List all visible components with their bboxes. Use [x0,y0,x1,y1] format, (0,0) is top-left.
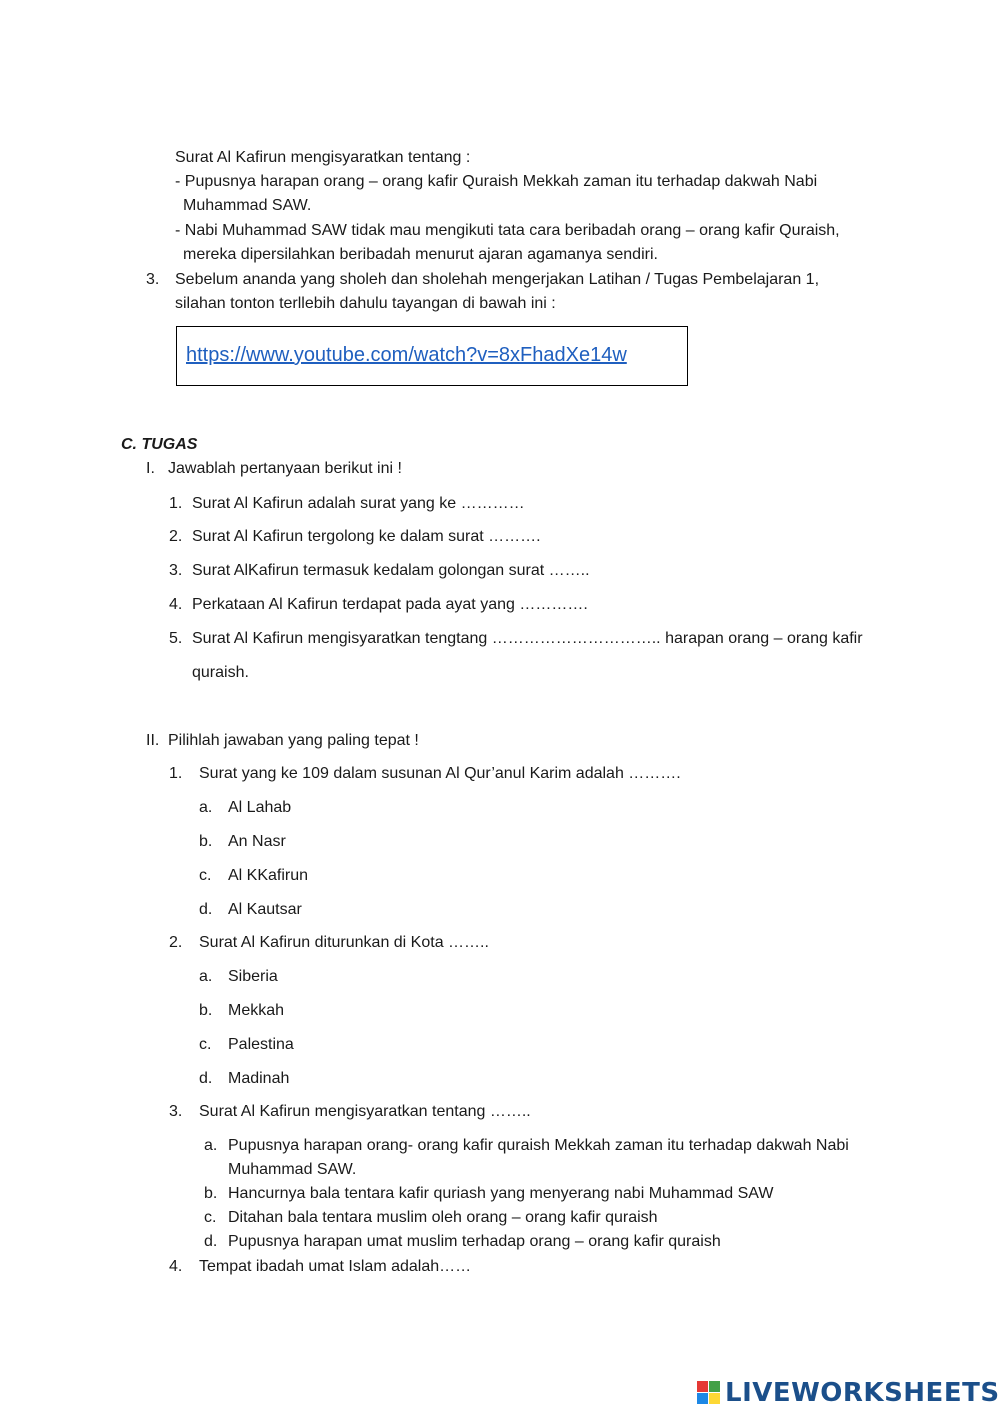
intro-line: Muhammad SAW. [183,197,312,214]
video-link-box [176,326,688,386]
option-text[interactable]: Madinah [228,1070,290,1087]
option-text[interactable]: Siberia [228,968,278,985]
option-text[interactable]: Palestina [228,1036,294,1053]
question-text: Surat yang ke 109 dalam susunan Al Qur’anul Karim adalah ………. [199,765,681,782]
question-number: 4. [169,1258,183,1275]
part-title: Pilihlah jawaban yang paling tepat ! [168,732,419,749]
option-text[interactable]: Al KKafirun [228,867,309,884]
option-text[interactable]: Pupusnya harapan orang- orang kafir quraish Mekkah zaman itu terhadap dakwah Nabi [228,1137,849,1154]
intro-line: - Nabi Muhammad SAW tidak mau mengikuti tata cara beribadah orang – orang kafir Quraish, [175,222,840,239]
question-text: Perkataan Al Kafirun terdapat pada ayat yang …………. [192,596,588,613]
option-letter: c. [199,1036,212,1053]
option-letter: a. [199,799,213,816]
option-text[interactable]: Al Lahab [228,799,292,816]
part-number: II. [146,732,160,749]
intro-line: Surat Al Kafirun mengisyaratkan tentang : [175,149,471,166]
part-title: Jawablah pertanyaan berikut ini ! [168,460,402,477]
question-number: 3. [169,562,183,579]
option-letter: a. [204,1137,218,1154]
question-number: 4. [169,596,183,613]
logo-text: LIVEWORKSHEETS [725,1378,1000,1408]
question-text: Surat Al Kafirun mengisyaratkan tentang …….. [199,1103,531,1120]
question-text: Surat Al Kafirun tergolong ke dalam surat ………. [192,528,541,545]
option-text[interactable]: Ditahan bala tentara muslim oleh orang – orang kafir quraish [228,1209,658,1226]
option-letter: b. [199,1002,213,1019]
option-letter: d. [204,1233,218,1250]
question-number: 2. [169,934,183,951]
item-text: silahan tonton terllebih dahulu tayangan di bawah ini : [175,295,556,312]
question-number: 1. [169,765,183,782]
option-letter: c. [199,867,212,884]
question-text: Surat Al Kafirun adalah surat yang ke ………… [192,495,525,512]
question-text: Surat Al Kafirun diturunkan di Kota …….. [199,934,489,951]
question-number: 5. [169,630,183,647]
logo-blocks-icon [697,1381,721,1405]
option-letter: d. [199,1070,213,1087]
question-number: 2. [169,528,183,545]
question-text: Surat AlKafirun termasuk kedalam golongan surat …….. [192,562,590,579]
item-number: 3. [146,271,160,288]
option-text[interactable]: Pupusnya harapan umat muslim terhadap orang – orang kafir quraish [228,1233,721,1250]
question-text-cont: quraish. [192,664,249,681]
intro-line: mereka dipersilahkan beribadah menurut ajaran agamanya sendiri. [183,246,658,263]
option-letter: a. [199,968,213,985]
option-text[interactable]: Mekkah [228,1002,285,1019]
video-link[interactable]: https://www.youtube.com/watch?v=8xFhadXe14w [186,344,627,366]
part-number: I. [146,460,155,477]
option-text[interactable]: An Nasr [228,833,286,850]
option-text-cont[interactable]: Muhammad SAW. [228,1161,357,1178]
option-letter: b. [204,1185,218,1202]
intro-line: - Pupusnya harapan orang – orang kafir Quraish Mekkah zaman itu terhadap dakwah Nabi [175,173,818,190]
question-number: 3. [169,1103,183,1120]
option-letter: b. [199,833,213,850]
question-number: 1. [169,495,183,512]
option-text[interactable]: Al Kautsar [228,901,302,918]
option-text[interactable]: Hancurnya bala tentara kafir quriash yang menyerang nabi Muhammad SAW [228,1185,774,1202]
question-text: Surat Al Kafirun mengisyaratkan tengtang ………………………….. harapan orang – orang kafir [192,630,863,647]
section-heading: C. TUGAS [121,436,198,453]
question-text: Tempat ibadah umat Islam adalah…… [199,1258,472,1275]
option-letter: c. [204,1209,217,1226]
option-letter: d. [199,901,213,918]
item-text: Sebelum ananda yang sholeh dan sholehah mengerjakan Latihan / Tugas Pembelajaran 1, [175,271,820,288]
liveworksheets-logo [697,1378,1000,1408]
